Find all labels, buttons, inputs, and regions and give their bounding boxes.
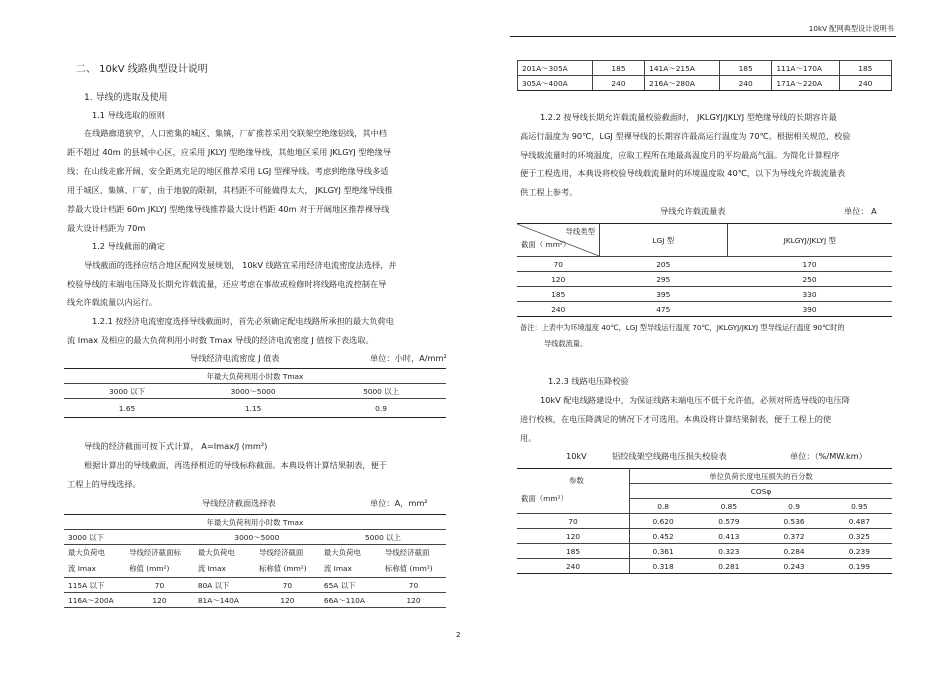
table-header: 3000 以下 bbox=[64, 384, 190, 399]
voltage-loss-table bbox=[517, 468, 892, 574]
economic-section-table-continued bbox=[517, 60, 892, 91]
table-row: 240 475 390 bbox=[517, 302, 892, 317]
table-row: 70 205 170 bbox=[517, 257, 892, 272]
table-caption-prefix: 10kV bbox=[566, 451, 587, 461]
table-row: 185 395 330 bbox=[517, 287, 892, 302]
table-row: 240 0.318 0.281 0.243 0.199 bbox=[517, 559, 892, 574]
table-header: 年最大负荷利用小时数 Tmax bbox=[64, 515, 446, 530]
table-caption: 铝绞线架空线路电压损失校验表 bbox=[612, 451, 727, 461]
subsection-title: 1.2 导线截面的确定 bbox=[92, 241, 165, 251]
table-row: 185 0.361 0.323 0.284 0.239 bbox=[517, 544, 892, 559]
table-row: 201A～305A 185 141A～215A 185 111A～170A 185 bbox=[518, 61, 892, 76]
table-row: 1.65 1.15 0.9 bbox=[64, 399, 446, 418]
table-header: LGJ 型 bbox=[600, 224, 728, 257]
table-header: 0.9 bbox=[761, 499, 826, 514]
table-header: COSφ bbox=[630, 484, 893, 499]
table-unit: 单位： A bbox=[844, 206, 877, 216]
table-row: 70 0.620 0.579 0.536 0.487 bbox=[517, 514, 892, 529]
table-unit: 单位：（%/MW.km） bbox=[790, 451, 867, 461]
diagonal-header-cell: 参数 截面（mm²） bbox=[517, 469, 630, 514]
table-header: 3000～5000 bbox=[194, 530, 320, 545]
table-header: 5000 以上 bbox=[320, 530, 446, 545]
formula-line: 导线的经济截面可按下式计算， A=Imax/J (mm²) bbox=[84, 441, 268, 451]
table-unit: 单位：小时，A/mm² bbox=[370, 353, 447, 363]
table-unit: 单位：A，mm² bbox=[370, 498, 428, 508]
table-header: 0.85 bbox=[696, 499, 761, 514]
table-header: 0.95 bbox=[827, 499, 892, 514]
table-header: 导线经济截面 标称值 (mm²) bbox=[381, 545, 446, 578]
table-row: 120 295 250 bbox=[517, 272, 892, 287]
table-header: 导线经济截面 标称值 (mm²) bbox=[255, 545, 320, 578]
page-number: 2 bbox=[456, 630, 461, 639]
table-caption: 导线允许载流量表 bbox=[660, 206, 726, 216]
table-header: 3000～5000 bbox=[190, 384, 316, 399]
table-caption: 导线经济电流密度 J 值表 bbox=[190, 353, 280, 363]
table-header: 导线经济截面标 称值 (mm²) bbox=[125, 545, 194, 578]
table-caption: 导线经济截面选择表 bbox=[202, 498, 276, 508]
subsection-title: 1.1 导线选取的原则 bbox=[92, 110, 165, 120]
running-title: 10kV 配网典型设计说明书 bbox=[808, 24, 894, 33]
table-header: 年最大负荷利用小时数 Tmax bbox=[64, 369, 446, 384]
table-header: 5000 以上 bbox=[316, 384, 446, 399]
table-header: 单位负荷长度电压损失的百分数 bbox=[630, 469, 893, 484]
diagonal-header-cell: 导线类型 截面（ mm²） bbox=[517, 224, 600, 257]
table-row: 305A～400A 240 216A～280A 240 171A～220A 240 bbox=[518, 76, 892, 91]
table-row: 120 0.452 0.413 0.372 0.325 bbox=[517, 529, 892, 544]
table-row: 115A 以下 70 80A 以下 70 65A 以下 70 bbox=[64, 578, 446, 593]
economic-section-table bbox=[64, 514, 446, 608]
table-header: JKLGYJ/JKLYJ 型 bbox=[727, 224, 892, 257]
subsection-title: 1.2.3 线路电压降校验 bbox=[548, 376, 629, 386]
section-title: 二、 10kV 线路典型设计说明 bbox=[76, 64, 208, 75]
economic-current-density-table bbox=[64, 368, 446, 418]
table-header: 最大负荷电 流 Imax bbox=[194, 545, 255, 578]
table-header: 0.8 bbox=[630, 499, 697, 514]
header-rule bbox=[510, 36, 896, 37]
table-header: 最大负荷电 流 Imax bbox=[64, 545, 125, 578]
subsection-title: 1. 导线的选取及使用 bbox=[84, 93, 168, 103]
allowable-current-table bbox=[517, 223, 892, 317]
table-header: 3000 以下 bbox=[64, 530, 194, 545]
table-row: 116A～200A 120 81A～140A 120 66A～110A 120 bbox=[64, 593, 446, 608]
table-header: 最大负荷电 流 Imax bbox=[320, 545, 381, 578]
